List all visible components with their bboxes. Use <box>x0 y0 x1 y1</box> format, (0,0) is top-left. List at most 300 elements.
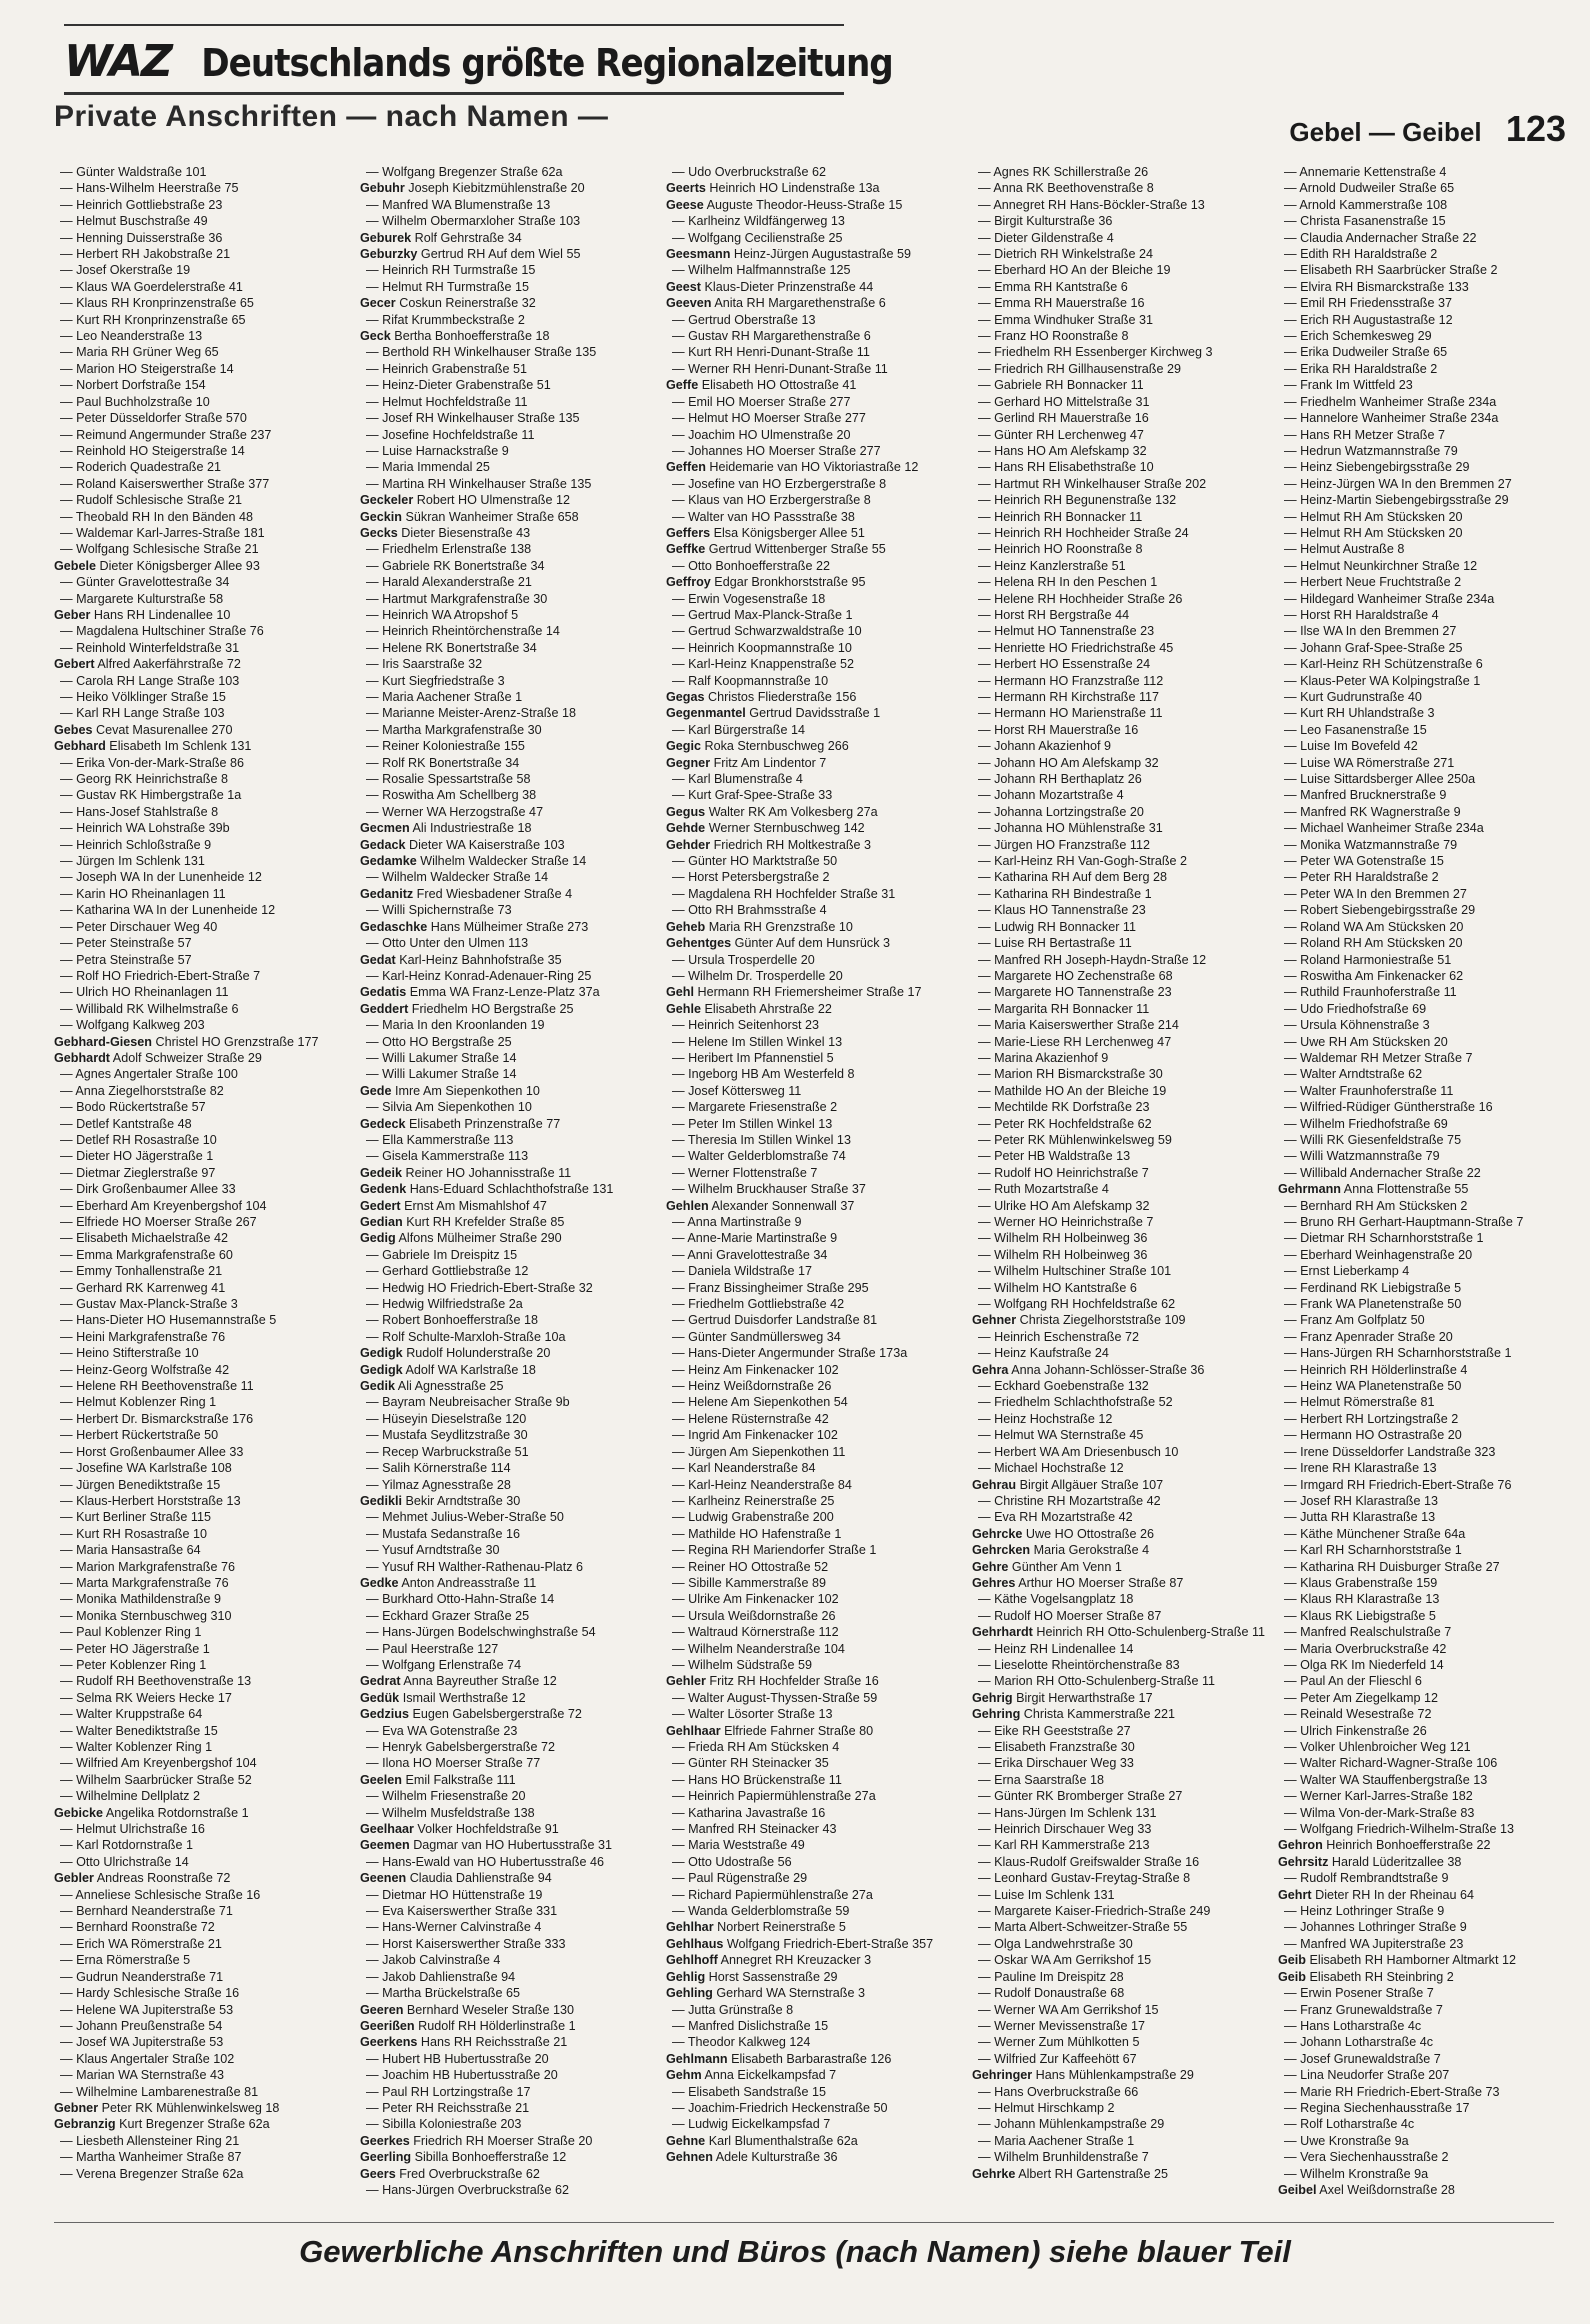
directory-entry: — Werner Flottenstraße 7 <box>672 1165 818 1180</box>
directory-entry: — Peter HB Waldstraße 13 <box>978 1149 1131 1164</box>
directory-entry: — Bernhard Neanderstraße 71 <box>60 1904 233 1919</box>
directory-entry: — Emmy Tonhallenstraße 21 <box>60 1264 223 1279</box>
directory-entry: Gedeik Reiner HO Johannisstraße 11 <box>360 1165 572 1180</box>
directory-entry: — Anne-Marie Martinstraße 9 <box>672 1231 838 1246</box>
directory-entry: — Rifat Krummbeckstraße 2 <box>366 312 525 327</box>
directory-entry: — Hartmut Markgrafenstraße 30 <box>366 591 548 606</box>
directory-entry: — Karl RH Scharnhorststraße 1 <box>1284 1543 1462 1558</box>
directory-entry: — Rolf Schulte-Marxloh-Straße 10a <box>366 1329 566 1344</box>
directory-entry: — Wolfgang Friedrich-Wilhelm-Straße 13 <box>1284 1822 1515 1837</box>
directory-entry: — Yilmaz Agnesstraße 28 <box>366 1477 511 1492</box>
directory-entry: Geburek Rolf Gehrstraße 34 <box>360 230 522 245</box>
directory-entry: Gehrhardt Heinrich RH Otto-Schulenberg-Straße 11 <box>972 1625 1266 1640</box>
directory-entry: — Marion RH Otto-Schulenberg-Straße 11 <box>978 1674 1216 1689</box>
directory-entry: — Monika Mathildenstraße 9 <box>60 1592 221 1607</box>
directory-entry: — Irmgard RH Friedrich-Ebert-Straße 76 <box>1284 1477 1512 1492</box>
directory-entry: — Bodo Rückertstraße 57 <box>60 1100 206 1115</box>
directory-entry: — Ursula Trosperdelle 20 <box>672 952 815 967</box>
directory-entry: — Karl RH Kammerstraße 213 <box>978 1838 1150 1853</box>
directory-entry: — Otto RH Brahmsstraße 4 <box>672 903 827 918</box>
directory-entry: Gehne Karl Blumenthalstraße 62a <box>666 2133 858 2148</box>
directory-entry: Gedrat Anna Bayreuther Straße 12 <box>360 1674 557 1689</box>
directory-entry: — Monika Sternbuschweg 310 <box>60 1608 232 1623</box>
directory-entry: — Heiko Völklinger Straße 15 <box>60 690 226 704</box>
directory-entry: — Klaus RH Klarastraße 13 <box>1284 1592 1440 1607</box>
directory-entry: — Manfred WA Jupiterstraße 23 <box>1284 1936 1464 1951</box>
directory-entry: — Jakob Calvinstraße 4 <box>366 1953 501 1968</box>
directory-entry: — Detlef Kantstraße 48 <box>60 1116 192 1131</box>
directory-entry: — Willi Lakumer Straße 14 <box>366 1050 517 1065</box>
directory-entry: — Ruth Mozartstraße 4 <box>978 1182 1109 1197</box>
directory-entry: — Henning Duisserstraße 36 <box>60 230 223 245</box>
directory-entry: — Hans Overbruckstraße 66 <box>978 2084 1139 2099</box>
directory-entry: — Frank Im Wittfeld 23 <box>1284 378 1413 393</box>
directory-entry: — Eckhard Grazer Straße 25 <box>366 1608 530 1623</box>
directory-entry: — Wilhelm Musfeldstraße 138 <box>366 1805 535 1820</box>
directory-entry: — Friedhelm Wanheimer Straße 234a <box>1284 394 1497 409</box>
directory-entry: — Hannelore Wanheimer Straße 234a <box>1284 411 1499 426</box>
directory-entry: Geffers Elsa Königsberger Allee 51 <box>666 525 865 540</box>
directory-entry: — Rudolf Schlesische Straße 21 <box>60 493 242 508</box>
directory-entry: — Hans HO Brückenstraße 11 <box>672 1772 842 1787</box>
directory-entry: Gedaschke Hans Mülheimer Straße 273 <box>360 919 589 934</box>
directory-entry: — Karl-Heinz Konrad-Adenauer-Ring 25 <box>366 968 592 983</box>
directory-entry: — Emma RH Mauerstraße 16 <box>978 296 1145 311</box>
directory-entry: — Walter Arndtstraße 62 <box>1284 1067 1423 1082</box>
directory-entry: — Helmut Austraße 8 <box>1284 542 1405 557</box>
directory-entry: — Werner HO Heinrichstraße 7 <box>978 1215 1154 1229</box>
directory-entry: — Katharina WA In der Lunenheide 12 <box>60 903 276 918</box>
directory-entry: — Heinrich Seitenhorst 23 <box>672 1018 819 1033</box>
directory-entry: — Joachim-Friedrich Heckenstraße 50 <box>672 2100 888 2115</box>
directory-entry: — Mathilde HO Hafenstraße 1 <box>672 1526 842 1541</box>
directory-entry: Gehde Werner Sternbuschweg 142 <box>666 821 865 836</box>
directory-entry: — Jutta RH Klarastraße 13 <box>1284 1510 1436 1525</box>
directory-entry: — Heinrich Grabenstraße 51 <box>366 361 527 376</box>
directory-entry: Gedigk Adolf WA Karlstraße 18 <box>360 1362 536 1377</box>
listing-column <box>360 164 656 2197</box>
directory-entry: — Heinrich HO Roonstraße 8 <box>978 542 1143 557</box>
directory-entry: — Paul Buchholzstraße 10 <box>60 394 210 409</box>
directory-entry: — Roderich Quadestraße 21 <box>60 460 222 475</box>
directory-entry: — Walter van HO Passstraße 38 <box>672 509 855 524</box>
directory-entry: Gehder Friedrich RH Moltkestraße 3 <box>666 837 872 852</box>
directory-entry: — Wilhelm Waldecker Straße 14 <box>366 870 549 885</box>
directory-entry: Geckeler Robert HO Ulmenstraße 12 <box>360 493 570 508</box>
directory-entry: Geelen Emil Falkstraße 111 <box>360 1772 516 1787</box>
directory-entry: — Uwe RH Am Stücksken 20 <box>1284 1034 1448 1049</box>
directory-entry: — Frieda RH Am Stücksken 4 <box>672 1740 840 1754</box>
directory-entry: — Manfred WA Blumenstraße 13 <box>366 197 551 212</box>
directory-entry: Gedikli Bekir Arndtstraße 30 <box>360 1493 521 1508</box>
directory-entry: Gehring Christa Kammerstraße 221 <box>972 1707 1175 1722</box>
directory-entry: — Robert Siebengebirgsstraße 29 <box>1284 903 1476 918</box>
directory-entry: — Detlef RH Rosastraße 10 <box>60 1132 217 1147</box>
directory-entry: — Hans Lotharstraße 4c <box>1284 2018 1422 2033</box>
directory-entry: — Maria In den Kroonlanden 19 <box>366 1018 545 1033</box>
directory-entry: — Franz Apenrader Straße 20 <box>1284 1329 1453 1344</box>
directory-entry: — Werner WA Am Gerrikshof 15 <box>978 2002 1159 2017</box>
directory-entry: — Klaus Grabenstraße 159 <box>1284 1575 1438 1590</box>
directory-entry: — Mustafa Seydlitzstraße 30 <box>366 1428 528 1443</box>
directory-entry: — Roland WA Am Stücksken 20 <box>1284 919 1464 934</box>
directory-entry: — Wilhelm Friedhofstraße 69 <box>1284 1116 1448 1131</box>
directory-entry: — Wilhelmine Lambarenestraße 81 <box>60 2084 259 2099</box>
directory-entry: — Maria RH Grüner Weg 65 <box>60 345 219 360</box>
directory-entry: — Elisabeth Michaelstraße 42 <box>60 1231 228 1246</box>
directory-entry: — Walter Benediktstraße 15 <box>60 1723 218 1738</box>
directory-entry: — Helmut RH Am Stücksken 20 <box>1284 525 1463 540</box>
directory-entry: — Rudolf Rembrandtstraße 9 <box>1284 1871 1449 1886</box>
directory-entry: Gebhard Elisabeth Im Schlenk 131 <box>54 739 252 754</box>
directory-entry: — Johann Preußenstraße 54 <box>60 2018 223 2033</box>
directory-entry: Geeren Bernhard Weseler Straße 130 <box>360 2002 574 2017</box>
directory-entry: — Emma Markgrafenstraße 60 <box>60 1247 233 1262</box>
directory-entry: — Walter Koblenzer Ring 1 <box>60 1740 213 1754</box>
directory-entry: — Heinz Hochstraße 12 <box>978 1411 1113 1426</box>
directory-entry: — Ralf Koopmannstraße 10 <box>672 673 829 688</box>
directory-entry: Geib Elisabeth RH Steinbring 2 <box>1278 1969 1454 1984</box>
directory-entry: — Helmut Buschstraße 49 <box>60 214 208 229</box>
directory-entry: — Franz HO Roonstraße 8 <box>978 329 1129 344</box>
directory-entry: — Wilhelm Saarbrücker Straße 52 <box>60 1772 252 1787</box>
directory-entry: — Regina Siechenhausstraße 17 <box>1284 2100 1470 2115</box>
directory-entry: Geesmann Heinz-Jürgen Augustastraße 59 <box>666 247 912 262</box>
directory-entry: — Heinrich RH Hochheider Straße 24 <box>978 525 1189 540</box>
directory-entry: Gehres Arthur HO Moerser Straße 87 <box>972 1575 1184 1590</box>
directory-entry: Gedatis Emma WA Franz-Lenze-Platz 37a <box>360 985 600 1000</box>
directory-entry: — Hans-Jürgen Bodelschwinghstraße 54 <box>366 1625 596 1640</box>
directory-entry: — Walter Kruppstraße 64 <box>60 1707 203 1722</box>
directory-entry: — Otto Ulrichstraße 14 <box>60 1854 189 1869</box>
directory-entry: — Rudolf HO Heinrichstraße 7 <box>978 1165 1149 1180</box>
directory-entry: — Wilhelm Neanderstraße 104 <box>672 1641 845 1656</box>
directory-entry: — Manfred RH Joseph-Haydn-Straße 12 <box>978 952 1207 967</box>
directory-entry: — Josef Okerstraße 19 <box>60 263 191 278</box>
directory-entry: — Uwe Kronstraße 9a <box>1284 2133 1409 2148</box>
directory-entry: — Günter RK Bromberger Straße 27 <box>978 1789 1183 1804</box>
directory-entry: — Johanna Lortzingstraße 20 <box>978 804 1144 819</box>
directory-entry: — Herbert WA Am Driesenbusch 10 <box>978 1444 1179 1459</box>
directory-entry: — Josef RH Winkelhauser Straße 135 <box>366 411 580 426</box>
directory-entry: — Wilhelmine Dellplatz 2 <box>60 1789 200 1804</box>
directory-entry: — Gabriele RH Bonnacker 11 <box>978 378 1144 393</box>
directory-entry: — Horst RH Mauerstraße 16 <box>978 722 1139 737</box>
directory-entry: — Günter RH Steinacker 35 <box>672 1756 829 1771</box>
directory-entry: — Helmut RH Am Stücksken 20 <box>1284 509 1463 524</box>
directory-entry: — Horst RH Haraldstraße 4 <box>1284 607 1439 622</box>
directory-entry: — Jutta Grünstraße 8 <box>672 2002 794 2017</box>
directory-entry: Gegner Fritz Am Lindentor 7 <box>666 755 827 770</box>
directory-entry: — Wilhelm Hultschiner Straße 101 <box>978 1264 1172 1279</box>
directory-entry: — Helmut Römerstraße 81 <box>1284 1395 1435 1410</box>
directory-entry: — Kurt RH Rosastraße 10 <box>60 1526 207 1541</box>
directory-entry: Gedük Ismail Werthstraße 12 <box>360 1690 526 1705</box>
directory-entry: — Karlheinz Reinerstraße 25 <box>672 1493 835 1508</box>
directory-entry: — Peter WA In den Bremmen 27 <box>1284 886 1467 901</box>
directory-entry: — Manfred Realschulstraße 7 <box>1284 1625 1452 1640</box>
directory-entry: — Kurt Siegfriedstraße 3 <box>366 673 505 688</box>
directory-entry: — Gustav RH Margarethenstraße 6 <box>672 329 871 344</box>
directory-entry: — Katharina RH Auf dem Berg 28 <box>978 870 1168 885</box>
directory-entry: Gehrcken Maria Gerokstraße 4 <box>972 1543 1150 1558</box>
directory-entry: — Wilhelm Dr. Trosperdelle 20 <box>672 968 843 983</box>
directory-entry: — Marion RH Bismarckstraße 30 <box>978 1067 1163 1082</box>
directory-entry: — Edith RH Haraldstraße 2 <box>1284 247 1438 262</box>
directory-entry: Geffroy Edgar Bronkhorststraße 95 <box>666 575 866 590</box>
directory-entry: — Robert Bonhoefferstraße 18 <box>366 1313 538 1328</box>
directory-entry: — Dietmar Zieglerstraße 97 <box>60 1165 216 1180</box>
directory-entry: — Kurt RH Uhlandstraße 3 <box>1284 706 1435 721</box>
directory-entry: — Horst Großenbaumer Allee 33 <box>60 1444 244 1459</box>
directory-entry: — Kurt RH Henri-Dunant-Straße 11 <box>672 345 870 360</box>
directory-entry: — Georg RK Heinrichstraße 8 <box>60 772 228 787</box>
directory-entry: — Liesbeth Allensteiner Ring 21 <box>60 2133 240 2148</box>
directory-entry: — Peter HO Jägerstraße 1 <box>60 1641 210 1656</box>
directory-entry: — Selma RK Weiers Hecke 17 <box>60 1690 232 1705</box>
directory-entry: — Claudia Andernacher Straße 22 <box>1284 230 1477 245</box>
directory-entry: Gehrt Dieter RH In der Rheinau 64 <box>1278 1887 1474 1902</box>
directory-entry: — Heinz Siebengebirgsstraße 29 <box>1284 460 1470 475</box>
directory-entry: — Peter Steinstraße 57 <box>60 936 192 951</box>
listing-column <box>972 164 1268 2181</box>
directory-entry: — Karin HO Rheinanlagen 11 <box>60 886 226 901</box>
directory-entry: Gehron Heinrich Bonhoefferstraße 22 <box>1278 1838 1491 1853</box>
directory-entry: Gedian Kurt RH Krefelder Straße 85 <box>360 1215 565 1229</box>
directory-entry: — Heinz-Dieter Grabenstraße 51 <box>366 378 551 393</box>
directory-entry: Geckin Sükran Wanheimer Straße 658 <box>360 509 579 524</box>
directory-entry: Geber Hans RH Lindenallee 10 <box>54 607 231 622</box>
directory-entry: — Hans-Jürgen Im Schlenk 131 <box>978 1805 1157 1820</box>
directory-entry: Gehle Elisabeth Ahrstraße 22 <box>666 1001 832 1016</box>
directory-entry: — Theresia Im Stillen Winkel 13 <box>672 1132 851 1147</box>
directory-entry: — Olga Landwehrstraße 30 <box>978 1936 1133 1951</box>
directory-entry: — Gertrud Schwarzwaldstraße 10 <box>672 624 862 639</box>
directory-entry: — Wilfried Am Kreyenbergshof 104 <box>60 1756 257 1771</box>
directory-entry: — Walter August-Thyssen-Straße 59 <box>672 1690 878 1705</box>
directory-entry: — Wanda Gelderblomstraße 59 <box>672 1904 850 1919</box>
directory-entry: — Irene RH Klarastraße 13 <box>1284 1461 1437 1476</box>
directory-entry: — Luise Sittardsberger Allee 250a <box>1284 772 1476 787</box>
directory-entry: Gehlhar Norbert Reinerstraße 5 <box>666 1920 846 1935</box>
directory-entry: — Gustav RK Himbergstraße 1a <box>60 788 242 803</box>
directory-entry: — Marie RH Friedrich-Ebert-Straße 73 <box>1284 2084 1500 2099</box>
directory-entry: — Jürgen Am Siepenkothen 11 <box>672 1444 846 1459</box>
directory-entry: Gehm Anna Eickelkampsfad 7 <box>666 2068 837 2083</box>
directory-entry: — Reinald Wesestraße 72 <box>1284 1707 1432 1722</box>
directory-entry: — Hans-Jürgen RH Scharnhorststraße 1 <box>1284 1346 1512 1361</box>
directory-entry: — Hans-Jürgen Overbruckstraße 62 <box>366 2182 569 2197</box>
directory-entry: — Karl Neanderstraße 84 <box>672 1461 816 1476</box>
directory-entry: — Willibald RK Wilhelmstraße 6 <box>60 1001 239 1016</box>
directory-entry: — Leonhard Gustav-Freytag-Straße 8 <box>978 1871 1191 1886</box>
directory-entry: — Heinz Weißdornstraße 26 <box>672 1379 832 1394</box>
directory-entry: Geck Bertha Bonhoefferstraße 18 <box>360 329 550 344</box>
directory-entry: — Hermann HO Franzstraße 112 <box>978 673 1164 688</box>
directory-entry: — Marta Markgrafenstraße 76 <box>60 1575 229 1590</box>
directory-entry: — Gertrud Duisdorfer Landstraße 81 <box>672 1313 878 1328</box>
directory-entry: — Helene Am Siepenkothen 54 <box>672 1395 848 1410</box>
directory-entry: — Joseph WA In der Lunenheide 12 <box>60 870 262 885</box>
directory-entry: — Maria Aachener Straße 1 <box>366 690 523 704</box>
directory-entry: — Richard Papiermühlenstraße 27a <box>672 1887 873 1902</box>
directory-entry: — Heinz-Jürgen WA In den Bremmen 27 <box>1284 476 1512 491</box>
directory-entry: — Wolfgang Schlesische Straße 21 <box>60 542 259 557</box>
directory-entry: — Elisabeth RH Saarbrücker Straße 2 <box>1284 263 1498 278</box>
directory-entry: — Roland Harmoniestraße 51 <box>1284 952 1452 967</box>
directory-entry: — Hedwig HO Friedrich-Ebert-Straße 32 <box>366 1280 593 1295</box>
page-name-range: Gebel — Geibel <box>1289 117 1482 147</box>
directory-entry: — Reiner HO Ottostraße 52 <box>672 1559 829 1574</box>
directory-entry: — Yusuf Arndtstraße 30 <box>366 1543 500 1558</box>
directory-entry: — Ernst Lieberkamp 4 <box>1284 1264 1410 1279</box>
directory-entry: — Wilfried Zur Kaffeehött 67 <box>978 2051 1137 2066</box>
directory-entry: — Hans HO Am Alefskamp 32 <box>978 443 1147 458</box>
directory-entry: — Heinrich Papiermühlenstraße 27a <box>672 1789 876 1804</box>
directory-entry: — Katharina Javastraße 16 <box>672 1805 826 1820</box>
directory-entry: — Mustafa Sedanstraße 16 <box>366 1526 521 1541</box>
directory-entry: Gehnen Adele Kulturstraße 36 <box>666 2150 838 2165</box>
directory-entry: — Werner Mevissenstraße 17 <box>978 2018 1146 2033</box>
directory-entry: — Helmut Hochfeldstraße 11 <box>366 394 528 409</box>
directory-entry: Gehrau Birgit Allgäuer Straße 107 <box>972 1477 1164 1492</box>
directory-entry: — Karl-Heinz Knappenstraße 52 <box>672 657 855 672</box>
directory-entry: — Ursula Weißdornstraße 26 <box>672 1608 836 1623</box>
directory-entry: Gecmen Ali Industriestraße 18 <box>360 821 532 836</box>
directory-entry: — Volker Uhlenbroicher Weg 121 <box>1284 1740 1471 1754</box>
directory-entry: — Erwin Vogesenstraße 18 <box>672 591 826 606</box>
directory-entry: Gebuhr Joseph Kiebitzmühlenstraße 20 <box>360 181 585 196</box>
directory-entry: — Willi RK Giesenfeldstraße 75 <box>1284 1132 1462 1147</box>
directory-entry: — Leo Neanderstraße 13 <box>60 329 203 344</box>
directory-entry: — Yusuf RH Walther-Rathenau-Platz 6 <box>366 1559 583 1574</box>
directory-entry: — Wilhelm RH Holbeinweg 36 <box>978 1231 1148 1246</box>
footer-rule <box>54 2222 1554 2223</box>
directory-entry: — Hüseyin Dieselstraße 120 <box>366 1411 527 1426</box>
directory-entry: Gedig Alfons Mülheimer Straße 290 <box>360 1231 562 1246</box>
directory-entry: — Margarete Kaiser-Friedrich-Straße 249 <box>978 1904 1211 1919</box>
directory-entry: — Wilhelm Südstraße 59 <box>672 1657 812 1672</box>
directory-entry: — Käthe Münchener Straße 64a <box>1284 1526 1466 1541</box>
directory-entry: — Arnold Kammerstraße 108 <box>1284 197 1448 212</box>
directory-entry: — Leo Fasanenstraße 15 <box>1284 722 1427 737</box>
directory-entry: — Elisabeth Sandstraße 15 <box>672 2084 827 2099</box>
directory-entry: — Peter Im Stillen Winkel 13 <box>672 1116 833 1131</box>
directory-entry: — Roswitha Am Finkenacker 62 <box>1284 968 1464 983</box>
directory-entry: — Heinrich RH Begunenstraße 132 <box>978 493 1177 508</box>
directory-entry: Gegus Walter RK Am Volkesberg 27a <box>666 804 878 819</box>
directory-entry: — Wilhelm Bruckhauser Straße 37 <box>672 1182 866 1197</box>
directory-entry: — Helmut HO Tannenstraße 23 <box>978 624 1155 639</box>
directory-entry: — Emma RH Kantstraße 6 <box>978 279 1128 294</box>
directory-entry: Gehlig Horst Sassenstraße 29 <box>666 1969 838 1984</box>
directory-entry: — Marianne Meister-Arenz-Straße 18 <box>366 706 576 721</box>
directory-entry: — Ulrich Finkenstraße 26 <box>1284 1723 1427 1738</box>
directory-entry: Geerkens Hans RH Reichsstraße 21 <box>360 2035 568 2050</box>
directory-entry: Gehrcke Uwe HO Ottostraße 26 <box>972 1526 1154 1541</box>
directory-entry: — Wilhelm Friesenstraße 20 <box>366 1789 526 1804</box>
directory-entry: — Maria Hansastraße 64 <box>60 1543 201 1558</box>
directory-entry: — Maria Overbruckstraße 42 <box>1284 1641 1447 1656</box>
directory-entry: — Manfred RH Steinacker 43 <box>672 1822 837 1837</box>
directory-entry: — Josefine WA Karlstraße 108 <box>60 1461 232 1476</box>
directory-entry: Gedke Anton Andreasstraße 11 <box>360 1575 537 1590</box>
directory-entry: — Walter Lösorter Straße 13 <box>672 1707 833 1722</box>
directory-entry: — Heinz Kaufstraße 24 <box>978 1346 1109 1361</box>
directory-entry: Gedeck Elisabeth Prinzenstraße 77 <box>360 1116 561 1131</box>
directory-entry: — Maria Aachener Straße 1 <box>978 2133 1135 2148</box>
footer-note: Gewerbliche Anschriften und Büros (nach Namen) siehe blauer Teil <box>299 2234 1291 2269</box>
directory-entry: — Günter HO Marktstraße 50 <box>672 854 838 869</box>
directory-entry: — Dieter Gildenstraße 4 <box>978 230 1114 245</box>
directory-entry: — Bruno RH Gerhart-Hauptmann-Straße 7 <box>1284 1215 1524 1229</box>
directory-entry: — Eva RH Mozartstraße 42 <box>978 1510 1133 1525</box>
directory-entry: — Johann Graf-Spee-Straße 25 <box>1284 640 1463 655</box>
directory-entry: Geddert Friedhelm HO Bergstraße 25 <box>360 1001 574 1016</box>
directory-entry: — Klaus van HO Erzbergerstraße 8 <box>672 493 871 508</box>
directory-entry: Gecer Coskun Reinerstraße 32 <box>360 296 536 311</box>
directory-entry: Geemen Dagmar van HO Hubertusstraße 31 <box>360 1838 612 1853</box>
listing-column <box>1278 164 1574 2197</box>
directory-entry: — Ursula Köhnenstraße 3 <box>1284 1018 1430 1033</box>
directory-entry: — Helene RH Beethovenstraße 11 <box>60 1379 254 1394</box>
directory-entry: — Herbert RH Jakobstraße 21 <box>60 247 231 262</box>
directory-entry: Gehner Christa Ziegelhorststraße 109 <box>972 1313 1186 1328</box>
directory-entry: — Sibille Kammerstraße 89 <box>672 1575 826 1590</box>
directory-entry: — Magdalena RH Hochfelder Straße 31 <box>672 886 896 901</box>
directory-entry: — Helmut HO Moerser Straße 277 <box>672 411 866 426</box>
directory-entry: — Friedhelm Erlenstraße 138 <box>366 542 532 557</box>
directory-entry: — Klaus-Rudolf Greifswalder Straße 16 <box>978 1854 1200 1869</box>
directory-entry: — Peter RK Hochfeldstraße 62 <box>978 1116 1152 1131</box>
directory-entry: — Hedrun Watzmannstraße 79 <box>1284 443 1458 458</box>
directory-entry: Gebhardt Adolf Schweizer Straße 29 <box>54 1050 262 1065</box>
directory-entry: — Bernhard RH Am Stücksken 2 <box>1284 1198 1468 1213</box>
directory-entry: — Birgit Kulturstraße 36 <box>978 214 1113 229</box>
directory-entry: — Recep Warbruckstraße 51 <box>366 1444 529 1459</box>
directory-entry: — Wilhelm HO Kantstraße 6 <box>978 1280 1137 1295</box>
directory-entry: — Hans RH Metzer Straße 7 <box>1284 427 1445 442</box>
directory-entry: — Roswitha Am Schellberg 38 <box>366 788 537 803</box>
directory-entry: — Mechtilde RK Dorfstraße 23 <box>978 1100 1150 1115</box>
directory-entry: — Hans RH Elisabethstraße 10 <box>978 460 1154 475</box>
directory-entry: — Emil RH Friedensstraße 37 <box>1284 296 1452 311</box>
directory-entry: — Ingeborg HB Am Westerfeld 8 <box>672 1067 855 1082</box>
directory-entry: — Anneliese Schlesische Straße 16 <box>60 1887 261 1902</box>
directory-entry: — Ilona HO Moerser Straße 77 <box>366 1756 541 1771</box>
directory-entry: Gehlmann Elisabeth Barbarastraße 126 <box>666 2051 892 2066</box>
directory-entry: — Katharina RH Duisburger Straße 27 <box>1284 1559 1500 1574</box>
directory-entry: — Günter Gravelottestraße 34 <box>60 575 230 590</box>
directory-entry: — Wolfgang Erlenstraße 74 <box>366 1657 522 1672</box>
directory-entry: Geibel Axel Weißdornstraße 28 <box>1278 2182 1455 2197</box>
directory-entry: Geib Elisabeth RH Hamborner Altmarkt 12 <box>1278 1953 1516 1968</box>
directory-entry: — Hermann HO Ostrastraße 20 <box>1284 1428 1462 1443</box>
directory-entry: — Joachim HB Hubertusstraße 20 <box>366 2068 558 2083</box>
directory-entry: Gedack Dieter WA Kaiserstraße 103 <box>360 837 565 852</box>
directory-entry: — Lina Neudorfer Straße 207 <box>1284 2068 1450 2083</box>
directory-entry: — Harald Alexanderstraße 21 <box>366 575 532 590</box>
directory-entry: — Willi Spichernstraße 73 <box>366 903 512 918</box>
directory-entry: — Otto Unter den Ulmen 113 <box>366 936 529 951</box>
directory-entry: — Norbert Dorfstraße 154 <box>60 378 206 393</box>
directory-entry: — Dieter HO Jägerstraße 1 <box>60 1149 214 1164</box>
directory-entry: — Peter Koblenzer Ring 1 <box>60 1657 207 1672</box>
directory-entry: — Franz Am Golfplatz 50 <box>1284 1313 1425 1328</box>
directory-entry: Gedamke Wilhelm Waldecker Straße 14 <box>360 854 587 869</box>
directory-entry: — Pauline Im Dreispitz 28 <box>978 1969 1124 1984</box>
directory-entry: — Elisabeth Franzstraße 30 <box>978 1740 1135 1754</box>
